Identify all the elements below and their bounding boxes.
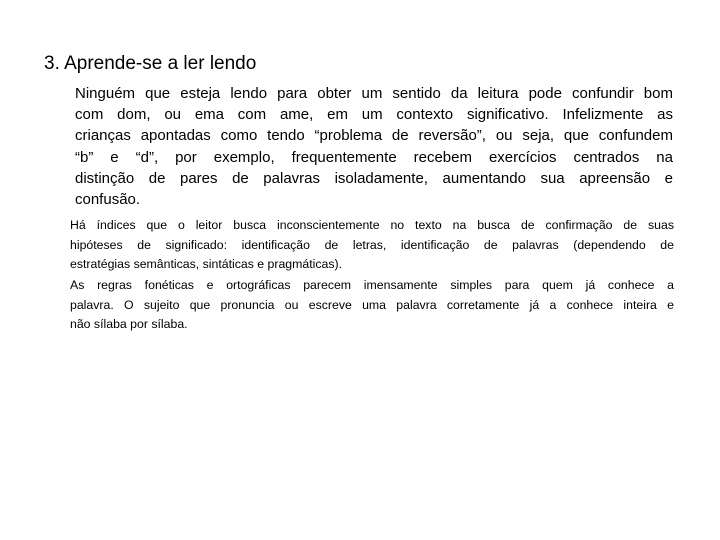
paragraph-reader-cues bbox=[70, 216, 674, 275]
text-line: com dom, ou ema com ame, em um contexto significativo. Infelizmente as bbox=[75, 106, 673, 124]
text-line: não sílaba por sílaba. bbox=[70, 317, 188, 331]
text-line: palavra. O sujeito que pronuncia ou escreve uma palavra corretamente já a conhece inteira e bbox=[70, 297, 674, 312]
slide-title: 3. Aprende-se a ler lendo bbox=[44, 53, 257, 74]
text-line: Ninguém que esteja lendo para obter um sentido da leitura pode confundir bom bbox=[75, 85, 673, 102]
paragraph-phonetic-rules bbox=[70, 276, 674, 335]
text-line: As regras fonéticas e ortográficas parecem imensamente simples para quem já conhece a bbox=[70, 278, 674, 292]
text-line: estratégias semânticas, sintáticas e pragmáticas). bbox=[70, 257, 343, 271]
text-line: crianças apontadas como tendo “problema de reversão”, ou seja, que confundem bbox=[75, 127, 673, 145]
text-line: distinção de pares de palavras isoladamente, aumentando sua apreensão e bbox=[75, 169, 673, 187]
text-line: hipóteses de significado: identificação de letras, identificação de palavras (dependendo de bbox=[70, 237, 674, 252]
text-line: Há índices que o leitor busca inconscientemente no texto na busca de confirmação de suas bbox=[70, 218, 674, 232]
text-line: confusão. bbox=[75, 191, 141, 209]
paragraph-reading-meaning bbox=[75, 83, 673, 210]
text-line: “b” e “d”, por exemplo, frequentemente recebem exercícios centrados na bbox=[75, 148, 673, 166]
